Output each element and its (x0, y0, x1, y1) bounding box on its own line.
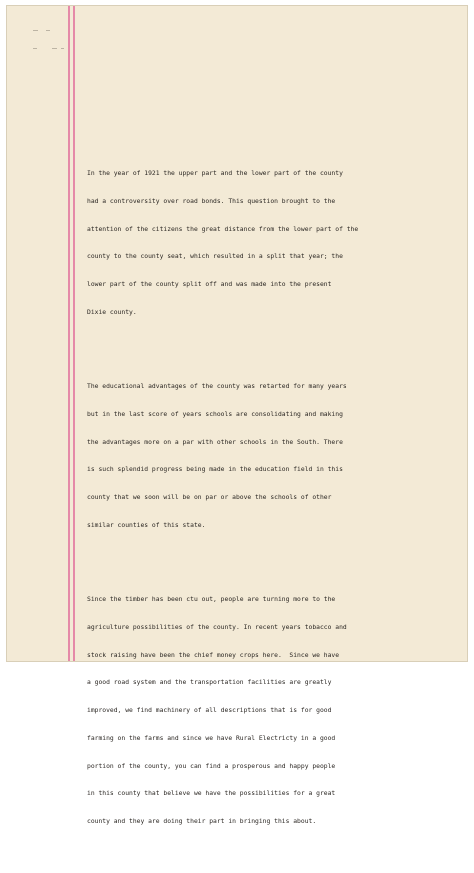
paper-mark (46, 30, 50, 31)
text-line: county and they are doing their part in bringing this about. (87, 818, 317, 826)
text-line: stock raising have been the chief money crops here. Since we have (87, 651, 340, 659)
text-line: had a controversity over road bonds. This question brought to the (87, 197, 336, 205)
text-line: a good road system and the transportation facilities are greatly (87, 679, 332, 687)
text-line: In the year of 1921 the upper part and the lower part of the county (87, 170, 343, 177)
text-line: improved, we find machinery of all descriptions that is for good (87, 707, 332, 715)
text-line: Since the timber has been ctu out, people are turning more to the (87, 596, 336, 604)
text-line: is such splendid progress being made in the education field in this (87, 466, 343, 474)
text-line: county to the county seat, which resulted in a split that year; the (87, 253, 343, 261)
text-line: lower part of the county split off and was made into the present (87, 281, 332, 288)
text-line: county that we soon will be on par or above the schools of other (87, 494, 332, 502)
text-line: farming on the farms and since we have Rural Electricty in a good (87, 734, 336, 742)
paper-mark (33, 30, 38, 31)
paragraph-agriculture (87, 577, 467, 845)
margin-rule-left (68, 6, 70, 661)
text-line: the advantages more on a par with other schools in the South. There (87, 438, 343, 446)
margin-rule-right (73, 6, 75, 661)
paper-mark (33, 48, 37, 49)
text-line: The educational advantages of the county was retarted for many years (87, 383, 347, 391)
paragraph-history (87, 151, 467, 336)
text-line: in this county that believe we have the possibilities for a great (87, 790, 336, 798)
text-line: attention of the citizens the great distance from the lower part of the (87, 225, 359, 233)
text-line: Dixie county. (87, 308, 137, 316)
paper-mark (61, 48, 64, 49)
paper-mark (52, 48, 57, 49)
paragraph-education (87, 364, 467, 549)
text-line: agriculture possibilities of the county. In recent years tobacco and (87, 623, 347, 631)
text-line: similar counties of this state. (87, 521, 206, 529)
text-line: portion of the county, you can find a prosperous and happy people (87, 762, 336, 770)
paper-sheet (6, 5, 468, 826)
typed-text (87, 132, 467, 873)
text-line: but in the last score of years schools are consolidating and making (87, 410, 343, 418)
